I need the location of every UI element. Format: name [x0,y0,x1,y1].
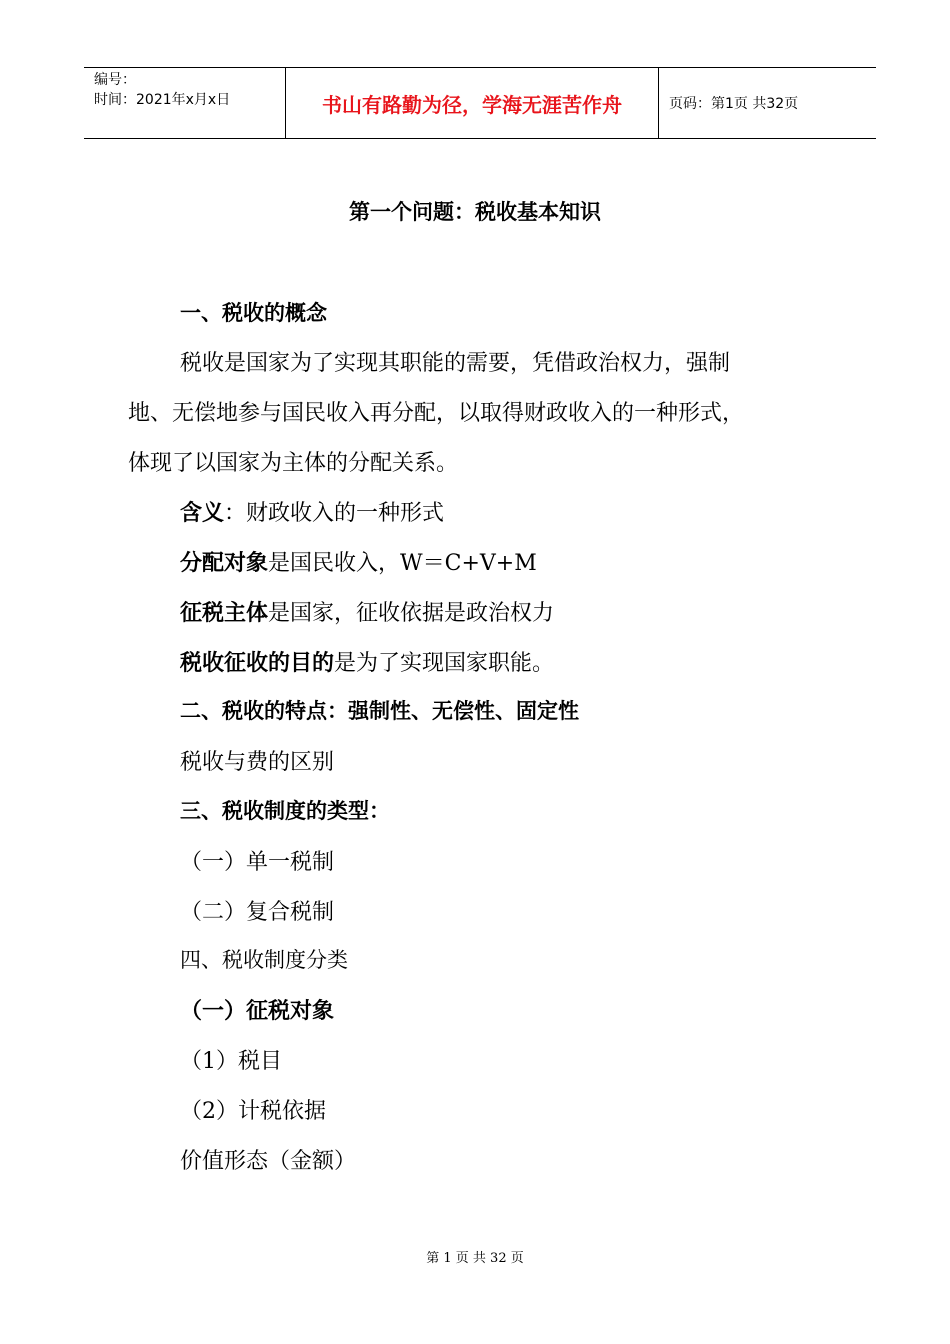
meaning-label: 含义 [180,500,225,526]
subsection-heading: （一）征税对象 [180,998,335,1024]
header-motto: 书山有路勤为径，学海无涯苦作舟 [286,68,659,138]
paragraph-line: 地、无偿地参与国民收入再分配，以取得财政收入的一种形式， [128,401,745,426]
paragraph-line: 体现了以国家为主体的分配关系。 [128,451,459,476]
meaning-text: ：财政收入的一种形式 [224,501,445,526]
paragraph-line: 税收与费的区别 [180,750,335,775]
paragraph-line: 价值形态（金额） [180,1149,357,1174]
meaning-line [180,496,444,527]
list-item: （2）计税依据 [180,1099,326,1124]
subject-line [180,596,554,627]
document-number-label: 编号： [94,72,136,88]
distribution-line [180,546,537,577]
header-info-cell [84,68,286,138]
document-date-label: 时间：2021年x月x日 [94,92,231,108]
subject-label: 征税主体 [180,600,269,626]
section-heading-4: 四、税收制度分类 [180,948,348,972]
list-item: （二）复合税制 [180,900,335,925]
distribution-text: 是国民收入，W＝C+V+M [268,551,537,576]
section-heading-3: 三、税收制度的类型： [180,799,390,823]
section-heading-1: 一、税收的概念 [180,301,327,325]
distribution-label: 分配对象 [180,550,269,576]
purpose-text: 是为了实现国家职能。 [334,651,555,676]
header-page-number: 页码：第1页 共32页 [669,96,799,112]
list-item: （一）单一税制 [180,850,335,875]
page-title: 第一个问题：税收基本知识 [349,200,601,224]
paragraph-line: 税收是国家为了实现其职能的需要，凭借政治权力，强制 [180,351,731,376]
subject-text: 是国家，征收依据是政治权力 [268,601,555,626]
purpose-line [180,646,554,677]
section-heading-2: 二、税收的特点：强制性、无偿性、固定性 [180,699,579,723]
page-header [84,67,876,139]
purpose-label: 税收征收的目的 [180,650,335,676]
list-item: （1）税目 [180,1049,282,1074]
page-footer: 第 1 页 共 32 页 [426,1251,524,1266]
